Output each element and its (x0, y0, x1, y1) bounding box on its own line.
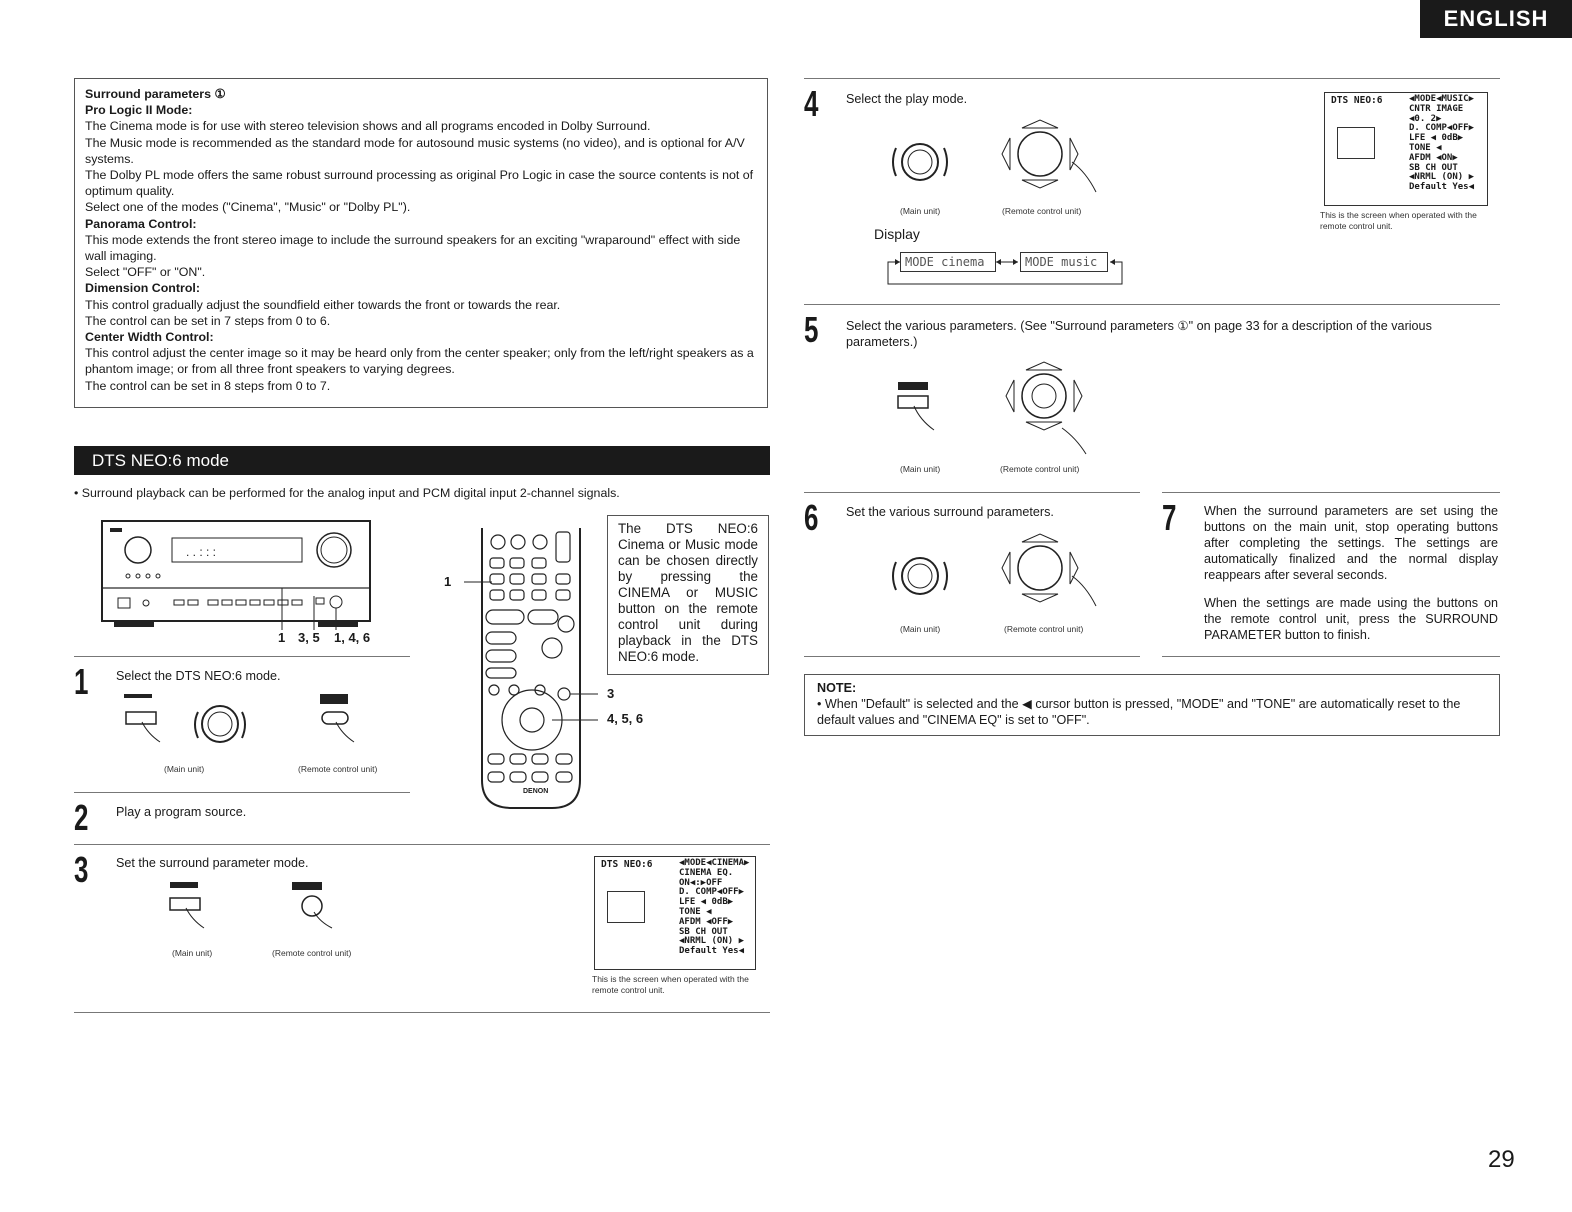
divider (1162, 492, 1500, 493)
speaker-layout-icon (1337, 127, 1375, 159)
main-unit-caption: (Main unit) (172, 948, 213, 958)
screen-line: TONE ◀ (679, 906, 712, 917)
divider (804, 656, 1140, 657)
step-text: Select the various parameters. (See "Surround parameters ①" on page 33 for a description of the various parameters.) (846, 319, 1432, 349)
screen-menu (1409, 95, 1474, 193)
surround-parameters-box (74, 78, 768, 408)
step-number: 1 (74, 661, 89, 702)
step-number: 5 (804, 309, 819, 350)
cinema-music-callout: The DTS NEO:6 Cinema or Music mode can be chosen directly by pressing the CINEMA or MUSIC button on the remote control unit during playback in the DTS NEO:6 mode. (607, 515, 769, 675)
divider (74, 792, 410, 793)
dimension-line: This control gradually adjust the soundfield either towards the front or towards the rear. (85, 297, 561, 312)
remote-callout: 1 (444, 574, 452, 589)
unit-callout: 1 (278, 630, 286, 645)
receiver-front-illustration (96, 518, 396, 648)
display-mode-cinema: MODE cinema (900, 252, 996, 272)
unit-callout: 3, 5 (298, 630, 320, 645)
pro-logic-heading: Pro Logic II Mode: (85, 103, 193, 118)
screen-line: CNTR IMAGE (1409, 103, 1464, 114)
remote-unit-caption: (Remote control unit) (272, 948, 352, 958)
speaker-layout-icon (607, 891, 645, 923)
divider (74, 656, 410, 657)
language-tab: ENGLISH (1420, 0, 1572, 38)
page-number: 29 (1488, 1146, 1515, 1173)
step-number: 2 (74, 797, 89, 838)
screen-line: ◀NRML (ON) ▶ (679, 936, 745, 947)
step4-button-illustrations (882, 112, 1112, 204)
onscreen-display-step3 (594, 856, 756, 970)
center-width-line: The control can be set in 8 steps from 0 to 7. (85, 378, 331, 393)
display-cycle-arrows (884, 250, 1124, 288)
center-width-line: This control adjust the center image so it may be heard only from the center speaker; only from the left/right speakers as a phantom image; or from all three front speakers to varying degrees. (85, 346, 754, 377)
screen-line: LFE ◀ 0dB▶ (679, 897, 734, 908)
pro-logic-line: Select one of the modes ("Cinema", "Music" or "Dolby PL"). (85, 200, 411, 215)
screen-line: Default Yes◀ (679, 946, 745, 957)
step-text: Set the various surround parameters. (846, 505, 1054, 519)
screen-line: ◀0. 2▶ (1409, 113, 1442, 124)
remote-unit-caption: (Remote control unit) (298, 764, 378, 774)
section-bullet: • Surround playback can be performed for the analog input and PCM digital input 2-channel signals. (74, 486, 620, 500)
divider (74, 1012, 770, 1013)
display-label: Display (874, 226, 920, 242)
screen-header: DTS NEO:6 (1331, 95, 1383, 106)
main-unit-caption: (Main unit) (164, 764, 205, 774)
screen-line: LFE ◀ 0dB▶ (1409, 133, 1464, 144)
screen-header: DTS NEO:6 (601, 859, 653, 870)
step-text: Play a program source. (116, 805, 247, 819)
svg-text:. . : : :: . . : : : (186, 545, 217, 559)
remote-unit-caption: (Remote control unit) (1000, 464, 1080, 474)
section-title-bar: DTS NEO:6 mode (74, 446, 770, 475)
step5-button-illustrations (890, 354, 1110, 458)
remote-callout: 4, 5, 6 (607, 711, 644, 726)
main-unit-caption: (Main unit) (900, 624, 941, 634)
panorama-line: This mode extends the front stereo image to include the surround speakers for an exciting "wraparound" effect with side wall imaging. (85, 232, 741, 264)
step-text: When the surround parameters are set using the buttons on the main unit, stop operating buttons after completing the settings. The settings are automatically finalized and the normal display reappears after several seconds. (1204, 504, 1498, 582)
pro-logic-line: The Dolby PL mode offers the same robust surround processing as original Pro Logic in case the source contents is not of optimum quality. (85, 168, 754, 199)
step6-button-illustrations (882, 528, 1112, 618)
screen-line: AFDM ◀OFF▶ (679, 916, 734, 927)
screen-line: CINEMA EQ. (679, 867, 734, 878)
divider (804, 304, 1500, 305)
step3-button-illustrations (164, 878, 364, 938)
step-text: Select the play mode. (846, 92, 968, 106)
remote-callout: 3 (607, 686, 615, 701)
screen-note: This is the screen when operated with the remote control unit. (592, 974, 749, 995)
pro-logic-line: The Cinema mode is for use with stereo television shows and all programs encoded in Dolby Surround. (85, 119, 651, 134)
step-text: Select the DTS NEO:6 mode. (116, 669, 281, 683)
screen-line: TONE ◀ (1409, 142, 1442, 153)
step-text: When the settings are made using the buttons on the remote control unit, press the SURROUND PARAMETER button to finish. (1204, 596, 1498, 642)
screen-line: AFDM ◀ON▶ (1409, 152, 1458, 163)
note-title: NOTE: (817, 681, 857, 695)
screen-line: SB CH OUT (679, 926, 728, 937)
screen-line: D. COMP◀OFF▶ (679, 887, 745, 898)
screen-line: ◀MODE◀MUSIC▶ (1409, 94, 1475, 104)
dimension-heading: Dimension Control: (85, 281, 200, 296)
main-unit-caption: (Main unit) (900, 464, 941, 474)
dimension-line: The control can be set in 7 steps from 0 to 6. (85, 313, 331, 328)
divider (74, 844, 770, 845)
step-number: 6 (804, 497, 819, 538)
remote-control-illustration (452, 522, 602, 814)
pro-logic-line: The Music mode is recommended as the standard mode for autosound music systems (no video), and is optional for A/V systems. (85, 135, 745, 166)
panorama-heading: Panorama Control: (85, 216, 197, 231)
screen-menu (679, 859, 749, 957)
panorama-line: Select "OFF" or "ON". (85, 265, 206, 280)
screen-line: D. COMP◀OFF▶ (1409, 123, 1475, 134)
screen-line: ◀NRML (ON) ▶ (1409, 172, 1475, 183)
note-box (804, 674, 1500, 736)
divider (1162, 656, 1500, 657)
onscreen-display-step4 (1324, 92, 1488, 206)
screen-line: ◀MODE◀CINEMA▶ (679, 858, 750, 868)
note-text: • When "Default" is selected and the ◀ cursor button is pressed, "MODE" and "TONE" are automatically reset to the default values and "CINEMA EQ" is set to "OFF". (817, 697, 1461, 727)
remote-brand-logo: DENON (523, 788, 549, 795)
step-text: Set the surround parameter mode. (116, 856, 309, 870)
display-mode-music: MODE music (1020, 252, 1108, 272)
step-number: 3 (74, 849, 89, 890)
unit-callout: 1, 4, 6 (334, 630, 371, 645)
screen-line: Default Yes◀ (1409, 182, 1475, 193)
step1-button-illustrations (122, 692, 382, 754)
divider (804, 78, 1500, 79)
step-number: 7 (1162, 497, 1177, 538)
main-unit-caption: (Main unit) (900, 206, 941, 216)
divider (804, 492, 1140, 493)
params-title: Surround parameters ① (85, 87, 226, 101)
remote-unit-caption: (Remote control unit) (1002, 206, 1082, 216)
screen-line: SB CH OUT (1409, 162, 1458, 173)
screen-line: ON◀:▶OFF (679, 877, 723, 888)
remote-unit-caption: (Remote control unit) (1004, 624, 1084, 634)
screen-note: This is the screen when operated with the remote control unit. (1320, 210, 1477, 231)
step-number: 4 (804, 83, 819, 124)
center-width-heading: Center Width Control: (85, 330, 214, 345)
